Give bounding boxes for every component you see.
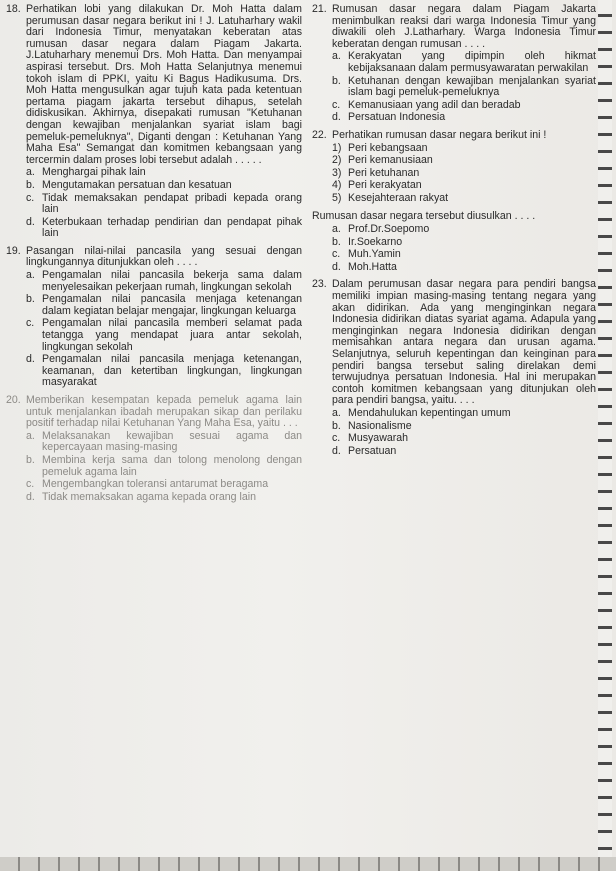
option-c[interactable]: c. Kemanusiaan yang adil dan beradab	[332, 98, 521, 111]
option-c[interactable]: c. Pengamalan nilai pancasila memberi selamat pada tetangga yang mendapat juara antar sekolah, lingkungan sekolah	[26, 317, 302, 353]
question-prompt: Rumusan dasar negara tersebut diusulkan . . . .	[312, 209, 536, 222]
question-text: Memberikan kesempatan kepada pemeluk agama lain untuk menjalankan ibadah merupakan sikap dan perilaku positif terhadap nilai Ketuhanan Yang Maha Esa, yaitu . . .	[26, 394, 302, 430]
option-d[interactable]: d. Persatuan	[332, 444, 397, 457]
options	[332, 224, 596, 273]
question-number: 18.	[6, 3, 21, 15]
question-23	[312, 279, 596, 457]
statement-3: 3) Peri ketuhanan	[332, 166, 420, 179]
option-a[interactable]: a. Menghargai pihak lain	[26, 166, 146, 179]
option-d[interactable]: d. Tidak memaksakan agama kepada orang lain	[26, 490, 256, 503]
options	[26, 167, 302, 240]
question-text: Perhatikan rumusan dasar negara berikut ini !	[332, 128, 547, 141]
option-c[interactable]: c. Mengembangkan toleransi antarumat beragama	[26, 478, 269, 491]
statement-1: 1) Peri kebangsaan	[332, 141, 428, 154]
statement-4: 4) Peri kerakyatan	[332, 179, 422, 192]
question-text: Pasangan nilai-nilai pancasila yang sesuai dengan lingkungannya ditunjukkan oleh . . . .	[26, 244, 302, 269]
question-text: Dalam perumusan dasar negara para pendiri bangsa memiliki impian masing-masing tentang negara yang akan didirikan. Ada yang menginginkan negara Indonesia didirikan diatas syariat agama. Adapula yang menginginkan negara Indonesia didirikan dengan memisahkan antara negara dan urusan agama. Selanjutnya, seluruh kepentingan dan keinginan para pendiri bangsa tersebut saling direlakan demi terwujudnya persatuan Indonesia. Hal ini merupakan contoh komitmen kebangsaan yang ditunjukan oleh para pendiri bangsa, yaitu. . . .	[332, 278, 596, 407]
option-b[interactable]: b. Nasionalisme	[332, 419, 412, 432]
option-b[interactable]: b. Mengutamakan persatuan dan kesatuan	[26, 178, 232, 191]
statement-2: 2) Peri kemanusiaan	[332, 154, 433, 167]
option-a[interactable]: a. Melaksanakan kewajiban sesuai agama dan kepercayaan masing-masing	[26, 429, 302, 454]
question-number: 20.	[6, 394, 21, 406]
question-18	[6, 4, 302, 240]
option-c[interactable]: c. Muh.Yamin	[332, 248, 401, 261]
question-20	[6, 395, 302, 503]
option-b[interactable]: b. Ketuhanan dengan kewajiban menjalankan syariat islam bagi pemeluk-pemeluknya	[332, 74, 596, 99]
question-number: 19.	[6, 244, 21, 257]
option-b[interactable]: b. Ir.Soekarno	[332, 235, 403, 248]
option-c[interactable]: c. Musyawarah	[332, 432, 409, 445]
option-a[interactable]: a. Kerakyatan yang dipimpin oleh hikmat kebijaksanaan dalam permusyawaratan perwakilan	[332, 50, 596, 74]
options	[332, 408, 596, 457]
binding-edge-marks	[598, 0, 612, 871]
option-d[interactable]: d. Pengamalan nilai pancasila menjaga ketenangan, keamanan, dan ketertiban lingkungan, lingkungan masyarakat	[26, 353, 302, 389]
option-b[interactable]: b. Membina kerja sama dan tolong menolong dengan pemeluk agama lain	[26, 453, 302, 478]
statements	[332, 143, 596, 205]
option-a[interactable]: a. Pengamalan nilai pancasila bekerja sama dalam menyelesaikan pekerjaan rumah, lingkungan sekolah	[26, 269, 302, 293]
question-21	[312, 4, 596, 124]
option-d[interactable]: d. Keterbukaan terhadap pendirian dan pendapat pihak lain	[26, 215, 302, 240]
question-number: 22.	[312, 128, 327, 141]
option-a[interactable]: a. Prof.Dr.Soepomo	[332, 223, 430, 236]
option-d[interactable]: d. Persatuan Indonesia	[332, 111, 446, 124]
options	[26, 270, 302, 389]
question-text: Perhatikan lobi yang dilakukan Dr. Moh Hatta dalam perumusan dasar negara berikut ini ! J. Latuharhary wakil dari Indonesia Timur, menyatakan keberatan atas rumusan dasar negara dalam Piagam Jakarta. J.Latuharhary menemui Drs. Moh Hatta. Dan menyampai aspirasi tersebut. Drs. Moh Hatta Selanjutnya menemui tokoh islam di PPKI, yaitu Ki Bagus Hadikusuma. Drs. Moh Hatta mengusulkan agar tujuh kata pada ketentuan pertama piagam jakarta tersebut dihapus, setelah didiskusikan. Akhirnya, disepakati rumusan "Ketuhanan dengan kewajiban menjalankan syariat islam bagi pemeluk-pemeluknya", Diganti dengan : Ketuhanan Yang Maha Esa" Semangat dan komitmen kebangsaan yang tercermin dalam proses lobi tersebut adalah . . . . .	[26, 3, 302, 166]
right-column	[312, 4, 596, 463]
option-a[interactable]: a. Mendahulukan kepentingan umum	[332, 407, 511, 419]
option-b[interactable]: b. Pengamalan nilai pancasila menjaga ketenangan dalam kegiatan belajar mengajar, lingkungan keluarga	[26, 293, 302, 317]
statement-5: 5) Kesejahteraan rakyat	[332, 191, 449, 204]
question-19	[6, 246, 302, 389]
question-text: Rumusan dasar negara dalam Piagam Jakarta menimbulkan reaksi dari warga Indonesia Timur yang diwakili oleh J.Latharhary. Warga Indonesia Timur keberatan dengan rumusan . . . .	[332, 3, 596, 50]
options	[332, 51, 596, 124]
question-number: 21.	[312, 3, 327, 15]
options	[26, 431, 302, 504]
bottom-edge-strip	[0, 857, 616, 871]
left-column	[6, 4, 302, 509]
question-22	[312, 130, 596, 274]
option-d[interactable]: d. Moh.Hatta	[332, 260, 397, 273]
question-number: 23.	[312, 278, 327, 291]
option-c[interactable]: c. Tidak memaksakan pendapat pribadi kepada orang lain	[26, 191, 302, 216]
